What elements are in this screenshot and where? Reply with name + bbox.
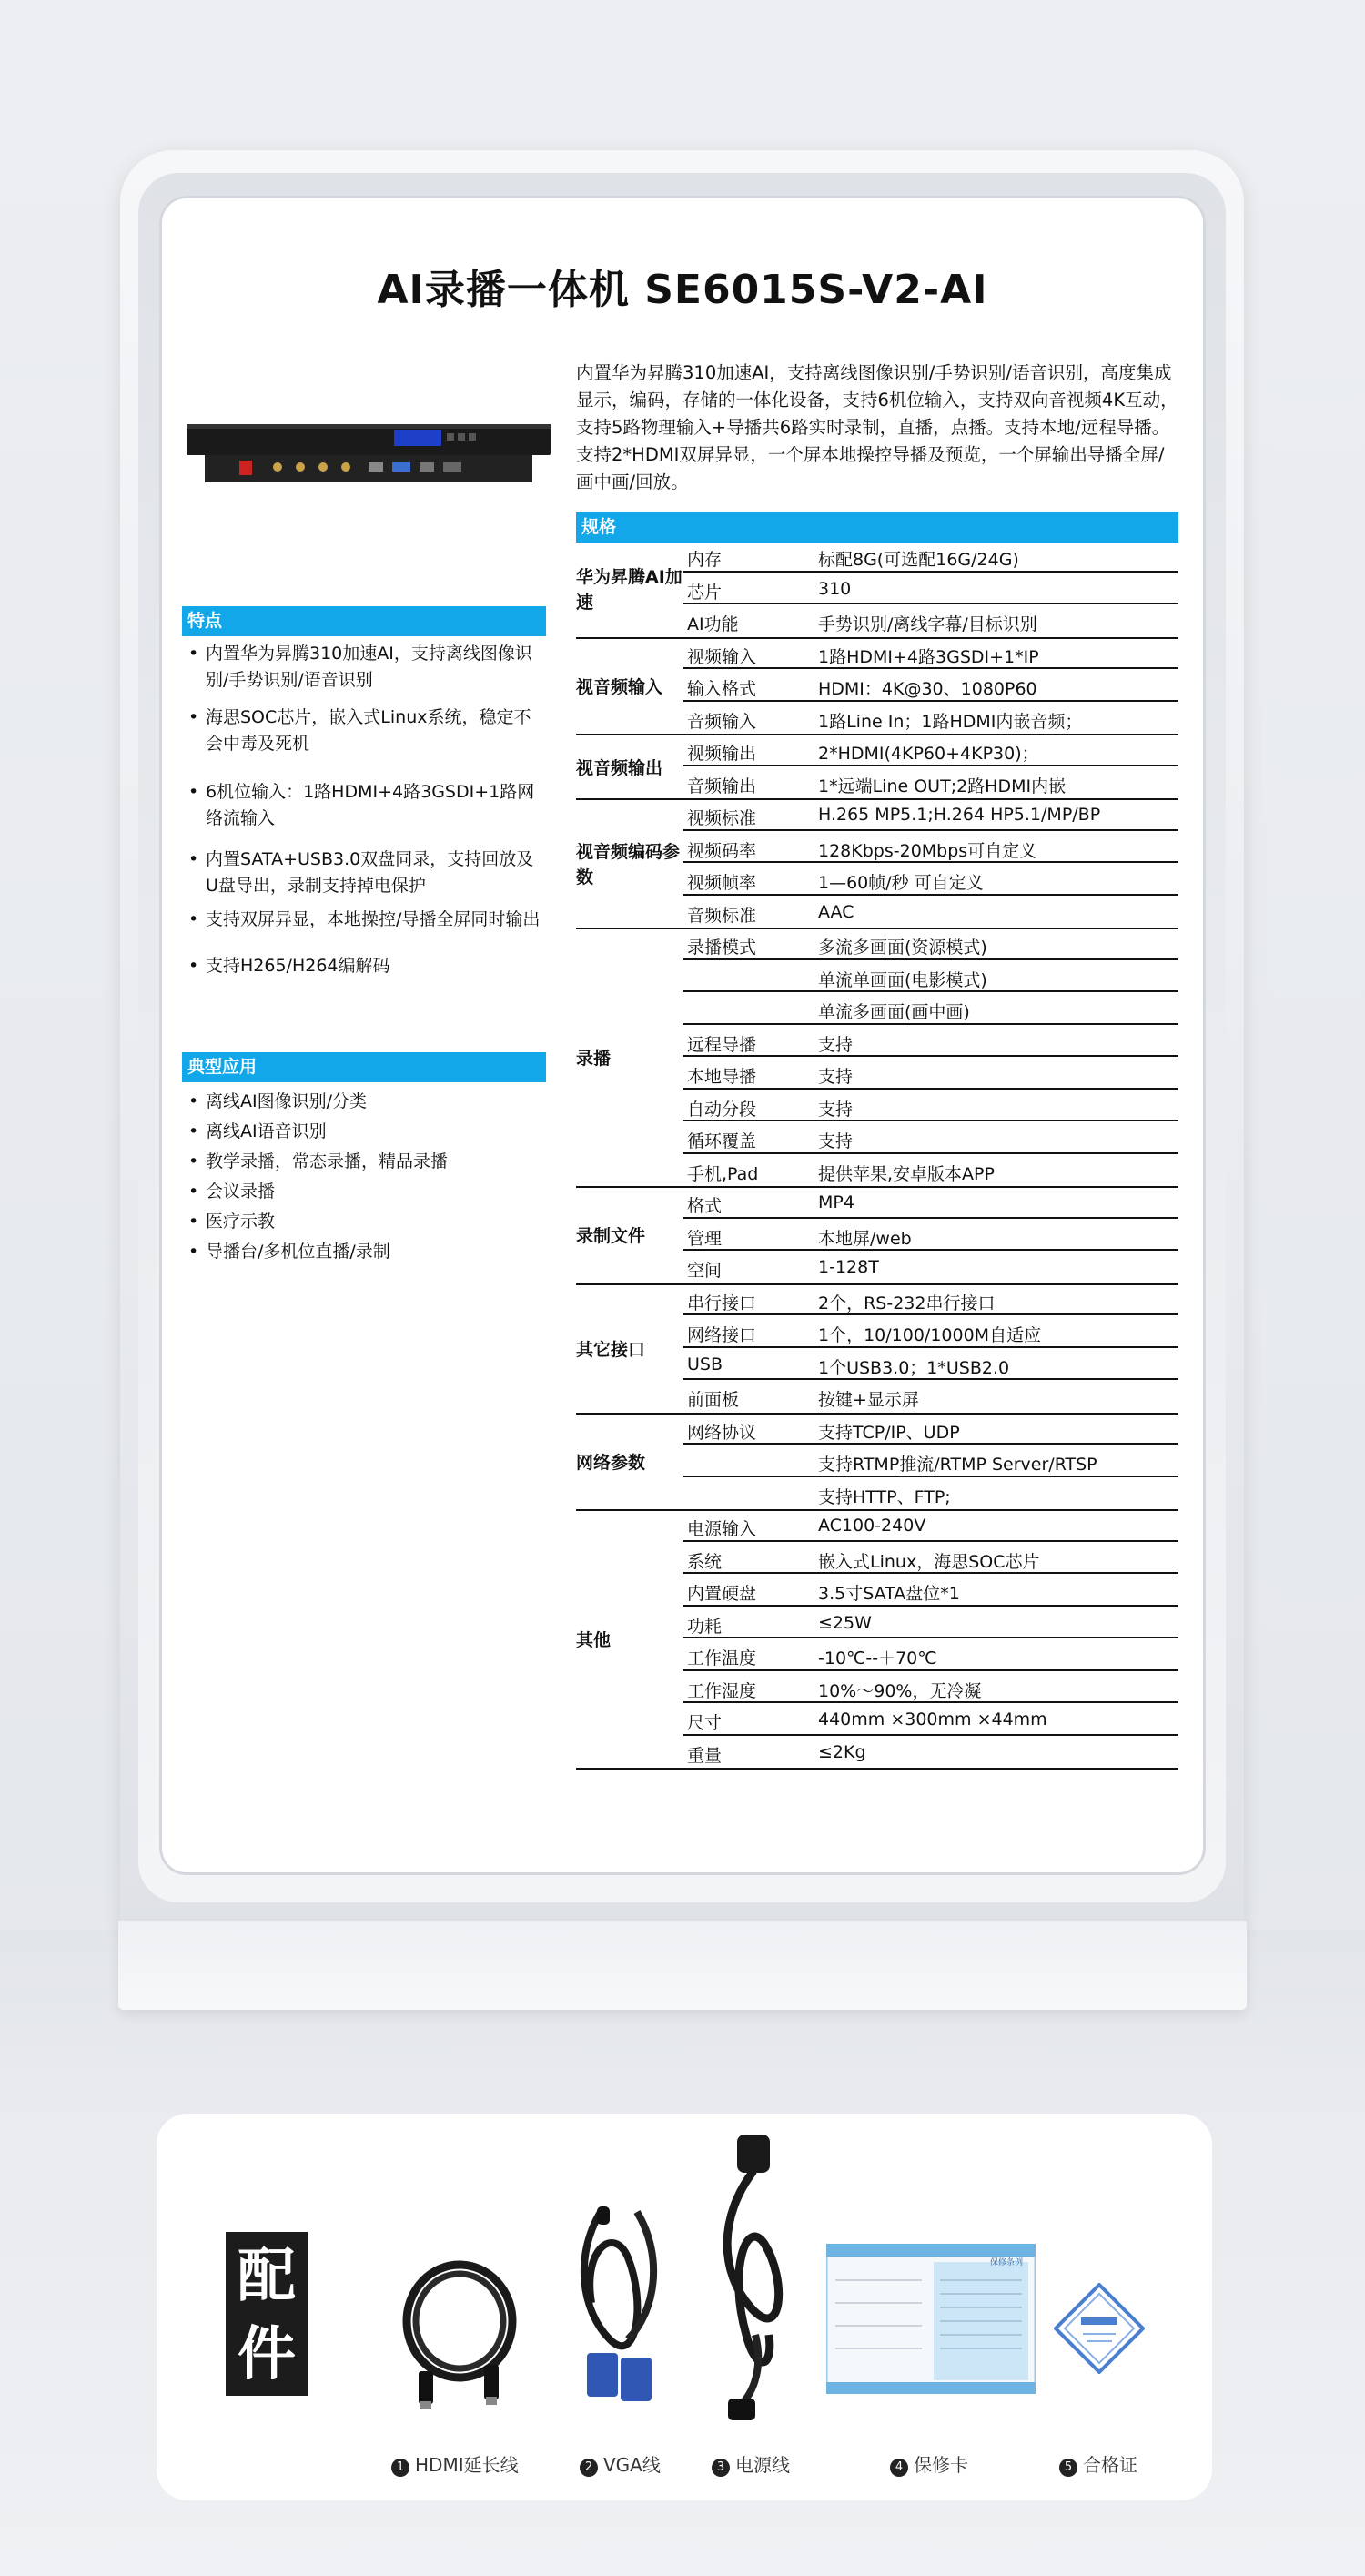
spec-row xyxy=(576,929,1178,960)
spec-value: 1路HDMI+4路3GSDI+1*IP xyxy=(818,646,1039,667)
spec-key: 视频码率 xyxy=(687,840,757,861)
spec-row xyxy=(576,994,1178,1025)
spec-group-name: 华为昇腾AI加速 xyxy=(576,567,682,614)
spec-key: 尺寸 xyxy=(687,1713,723,1733)
spec-value: 1个，10/100/1000M自适应 xyxy=(818,1325,1042,1345)
spec-value: 支持TCP/IP、UDP xyxy=(818,1422,960,1443)
spec-row xyxy=(576,1511,1178,1542)
spec-row xyxy=(576,1738,1178,1770)
spec-key: 前面板 xyxy=(687,1390,740,1410)
feature-item: • 支持双屏异显，本地操控/导播全屏同时输出 xyxy=(182,907,546,933)
spec-row xyxy=(576,1285,1178,1316)
spec-row xyxy=(576,1479,1178,1512)
spec-key: 重量 xyxy=(687,1745,723,1766)
spec-key: AI功能 xyxy=(687,614,739,634)
product-title: AI录播一体机 SE6015S-V2-AI xyxy=(377,267,988,313)
spec-key: 远程导播 xyxy=(687,1034,757,1055)
spec-value: 310 xyxy=(818,578,852,599)
spec-row xyxy=(576,1382,1178,1415)
spec-key: 视频输入 xyxy=(687,646,757,667)
spec-heading: 规格 xyxy=(576,512,1178,543)
spec-row xyxy=(576,1576,1178,1607)
spec-row xyxy=(576,1188,1178,1219)
spec-key: 内存 xyxy=(687,550,723,570)
spec-key: 电源输入 xyxy=(687,1519,757,1539)
spec-value: 标配8G(可选配16G/24G) xyxy=(818,550,1019,570)
spec-value: HDMI：4K@30、1080P60 xyxy=(818,679,1037,699)
spec-group-name: 视音频输出 xyxy=(576,757,663,778)
application-item: • 教学录播，常态录播，精品录播 xyxy=(182,1147,546,1177)
spec-row xyxy=(576,898,1178,930)
spec-value: 440mm ×300mm ×44mm xyxy=(818,1709,1047,1729)
spec-key: 音频输出 xyxy=(687,776,757,796)
spec-key: 输入格式 xyxy=(687,679,757,699)
spec-key: 本地导播 xyxy=(687,1067,757,1087)
feature-item: • 6机位输入：1路HDMI+4路3GSDI+1路网络流输入 xyxy=(182,779,546,832)
accessory-label: 2 VGA线 xyxy=(580,2450,661,2477)
spec-group-name: 录制文件 xyxy=(576,1226,646,1247)
spec-row xyxy=(576,1123,1178,1154)
spec-key: 手机,Pad xyxy=(687,1163,759,1184)
power-cable-image xyxy=(701,2135,801,2421)
spec-value: 本地屏/web xyxy=(818,1228,912,1249)
spec-group-name: 视音频编码参数 xyxy=(576,842,681,887)
application-item: • 离线AI图像识别/分类 xyxy=(182,1087,546,1117)
spec-value: AAC xyxy=(818,901,854,922)
feature-item: • 内置SATA+USB3.0双盘同录，支持回放及U盘导出，录制支持掉电保护 xyxy=(182,847,546,899)
spec-value: 支持HTTP、FTP; xyxy=(818,1486,951,1507)
spec-value: 支持 xyxy=(818,1067,854,1087)
spec-key: 视频标准 xyxy=(687,808,757,828)
spec-key: 空间 xyxy=(687,1261,723,1281)
spec-row xyxy=(576,1544,1178,1575)
spec-key: 网络接口 xyxy=(687,1325,757,1345)
application-item: • 离线AI语音识别 xyxy=(182,1117,546,1147)
spec-row xyxy=(576,1156,1178,1189)
application-item: • 会议录播 xyxy=(182,1177,546,1207)
spec-value: 提供苹果,安卓版本APP xyxy=(818,1163,995,1184)
spec-key: USB xyxy=(687,1354,723,1374)
spec-key: 音频标准 xyxy=(687,905,757,926)
applications-heading: 典型应用 xyxy=(182,1052,546,1082)
spec-row xyxy=(576,639,1178,670)
applications-list xyxy=(182,1087,546,1267)
accessory-label: 3 电源线 xyxy=(712,2450,790,2477)
spec-group-name: 其他 xyxy=(576,1630,612,1650)
warranty-card-title: 保修条例 xyxy=(990,2258,1024,2267)
spec-key: 系统 xyxy=(687,1551,723,1572)
spec-value: -10℃--＋70℃ xyxy=(818,1648,937,1668)
spec-value: 10%～90%，无冷凝 xyxy=(818,1680,982,1701)
spec-key: 芯片 xyxy=(687,582,723,603)
spec-key: 视频输出 xyxy=(687,744,757,764)
application-item: • 医疗示教 xyxy=(182,1207,546,1237)
accessory-label: 1 HDMI延长线 xyxy=(391,2450,519,2477)
spec-value: 按键+显示屏 xyxy=(818,1390,919,1410)
spec-key: 录播模式 xyxy=(687,938,757,958)
spec-value: 嵌入式Linux，海思SOC芯片 xyxy=(818,1551,1040,1572)
spec-value: 多流多画面(资源模式) xyxy=(818,938,987,958)
spec-value: ≤2Kg xyxy=(818,1741,866,1762)
spec-key: 管理 xyxy=(687,1228,723,1249)
spec-key: 功耗 xyxy=(687,1616,723,1637)
display-stand-base xyxy=(118,1921,1247,2010)
certificate-image xyxy=(1054,2283,1145,2374)
spec-key: 视频帧率 xyxy=(687,873,757,893)
spec-key: 内置硬盘 xyxy=(687,1584,757,1604)
vga-cable-image xyxy=(564,2203,673,2421)
feature-item: • 海思SOC芯片，嵌入式Linux系统，稳定不会中毒及死机 xyxy=(182,705,546,757)
accessories-heading: 配 件 xyxy=(226,2232,308,2396)
spec-value: 1*远端Line OUT;2路HDMI内嵌 xyxy=(818,776,1067,796)
spec-group-name: 其它接口 xyxy=(576,1339,646,1360)
application-item: • 导播台/多机位直播/录制 xyxy=(182,1237,546,1267)
spec-row xyxy=(576,1091,1178,1122)
spec-key: 自动分段 xyxy=(687,1099,757,1120)
spec-key: 格式 xyxy=(687,1196,723,1216)
spec-key: 循环覆盖 xyxy=(687,1131,757,1151)
feature-item: • 支持H265/H264编解码 xyxy=(182,953,546,979)
spec-value: 2*HDMI(4KP60+4KP30)； xyxy=(818,744,1039,764)
spec-value: H.265 MP5.1;H.264 HP5.1/MP/BP xyxy=(818,805,1101,825)
spec-key: 音频输入 xyxy=(687,711,757,732)
spec-row xyxy=(576,1673,1178,1704)
spec-group-name: 录播 xyxy=(576,1049,612,1069)
spec-value: 支持 xyxy=(818,1131,854,1151)
spec-group-name: 视音频输入 xyxy=(576,676,663,697)
spec-row xyxy=(576,962,1178,993)
accessory-label: 5 合格证 xyxy=(1059,2450,1138,2477)
spec-value: 支持 xyxy=(818,1034,854,1055)
accessory-label: 4 保修卡 xyxy=(890,2450,968,2477)
spec-value: 128Kbps-20Mbps可自定义 xyxy=(818,840,1037,861)
spec-key: 网络协议 xyxy=(687,1422,757,1443)
spec-value: AC100-240V xyxy=(818,1516,926,1536)
spec-row xyxy=(576,1705,1178,1736)
spec-value: ≤25W xyxy=(818,1612,872,1633)
spec-row xyxy=(576,704,1178,736)
product-description: 内置华为昇腾310加速AI，支持离线图像识别/手势识别/语音识别，高度集成显示，编码，存储的一体化设备，支持6机位输入，支持双向音视频4K互动，支持5路物理输入+导播共6路实时录制，直播，点播。支持本地/远程导播。支持2*HDMI双屏异显，一个屏本地操控导播及预览，一个屏输出导播全屏/画中画/回放。 xyxy=(576,362,1178,492)
spec-key: 工作温度 xyxy=(687,1648,757,1668)
spec-value: 手势识别/离线字幕/目标识别 xyxy=(818,614,1037,634)
spec-value: 1个USB3.0；1*USB2.0 xyxy=(818,1357,1010,1378)
spec-value: 1—60帧/秒 可自定义 xyxy=(818,873,984,893)
spec-row xyxy=(576,800,1178,831)
spec-value: 单流多画面(画中画) xyxy=(818,1002,970,1022)
spec-value: 支持RTMP推流/RTMP Server/RTSP xyxy=(818,1455,1097,1475)
spec-value: 单流单画面(电影模式) xyxy=(818,969,987,990)
spec-key: 工作湿度 xyxy=(687,1680,757,1701)
spec-value: 1-128T xyxy=(818,1257,879,1277)
spec-value: MP4 xyxy=(818,1192,854,1212)
features-list xyxy=(182,641,546,979)
spec-key: 串行接口 xyxy=(687,1293,757,1313)
spec-row xyxy=(576,1253,1178,1285)
spec-value: 3.5寸SATA盘位*1 xyxy=(818,1584,960,1604)
spec-value: 1路Line In；1路HDMI内嵌音频； xyxy=(818,711,1083,732)
spec-row xyxy=(576,1415,1178,1445)
hdmi-cable-image xyxy=(382,2248,537,2412)
device-image xyxy=(187,421,551,484)
feature-item: • 内置华为昇腾310加速AI，支持离线图像识别/手势识别/语音识别 xyxy=(182,641,546,694)
features-heading: 特点 xyxy=(182,606,546,636)
spec-value: 2个，RS-232串行接口 xyxy=(818,1293,996,1313)
spec-value: 支持 xyxy=(818,1099,854,1120)
spec-group-name: 网络参数 xyxy=(576,1452,646,1473)
